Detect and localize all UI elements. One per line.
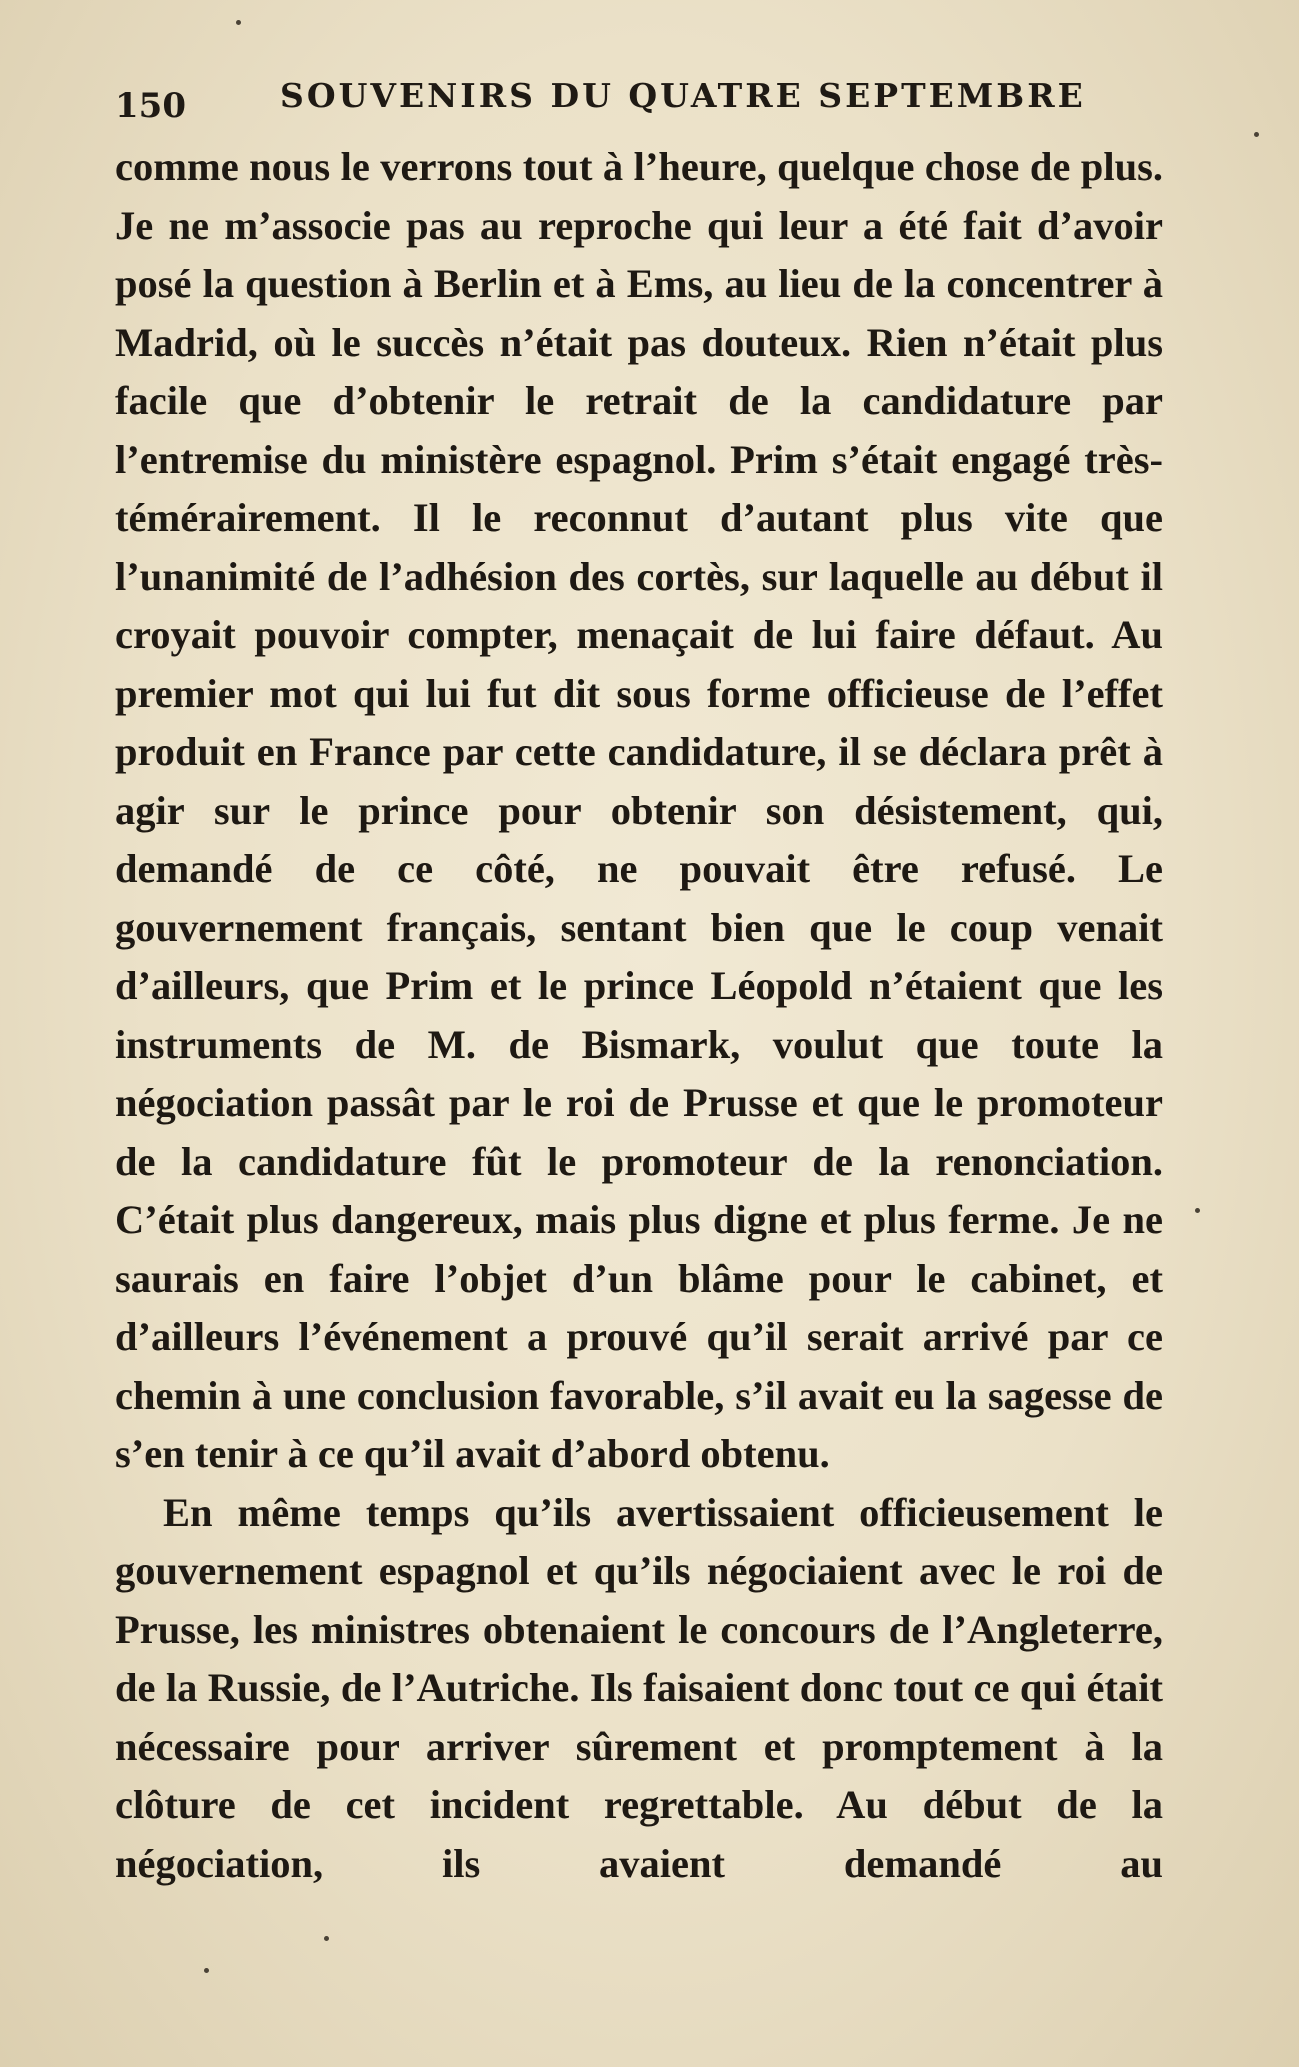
body-text xyxy=(115,138,1163,1893)
paragraph-2: En même temps qu’ils avertissaient officieusement le gouvernement espagnol et qu’ils négociaient avec le roi de Prusse, les ministres obtenaient le concours de l’Angleterre, de la Russie, de l’Autriche. Ils faisaient donc tout ce qui était nécessaire pour arriver sûrement et promptement à la clôture de cet incident regrettable. Au début de la négociation, ils avaient demandé au xyxy=(115,1489,1163,1886)
paper-speck xyxy=(236,20,241,25)
page-number: 150 xyxy=(115,86,186,126)
paper-speck xyxy=(1254,132,1259,137)
paragraph-1: comme nous le verrons tout à l’heure, quelque chose de plus. Je ne m’associe pas au reproche qui leur a été fait d’avoir posé la question à Berlin et à Ems, au lieu de la concentrer à Madrid, où le succès n’était pas douteux. Rien n’était plus facile que d’obtenir le retrait de la candidature par l’entremise du ministère espagnol. Prim s’était engagé très-témérairement. Il le reconnut d’autant plus vite que l’unanimité de l’adhésion des cortès, sur laquelle au début il croyait pouvoir compter, menaçait de lui faire défaut. Au premier mot qui lui fut dit sous forme officieuse de l’effet produit en France par cette candidature, il se déclara prêt à agir sur le prince pour obtenir son désistement, qui, demandé de ce côté, ne pouvait être refusé. Le gouvernement français, sentant bien que le coup venait d’ailleurs, que Prim et le prince Léopold n’étaient que les instruments de M. de Bismark, voulut que toute la négociation passât par le roi de Prusse et que le promoteur de la candidature fût le promoteur de la renonciation. C’était plus dangereux, mais plus digne et plus ferme. Je ne saurais en faire l’objet d’un blâme pour le cabinet, et d’ailleurs l’événement a prouvé qu’il serait arrivé par ce chemin à une conclusion favorable, s’il avait eu la sagesse de s’en tenir à ce qu’il avait d’abord obtenu. xyxy=(115,144,1163,1476)
page-header xyxy=(115,68,1086,128)
running-title: SOUVENIRS DU QUATRE SEPTEMBRE xyxy=(280,76,1086,115)
paper-speck xyxy=(204,1968,209,1973)
paper-speck xyxy=(324,1936,329,1941)
paper-speck xyxy=(1195,1208,1200,1213)
